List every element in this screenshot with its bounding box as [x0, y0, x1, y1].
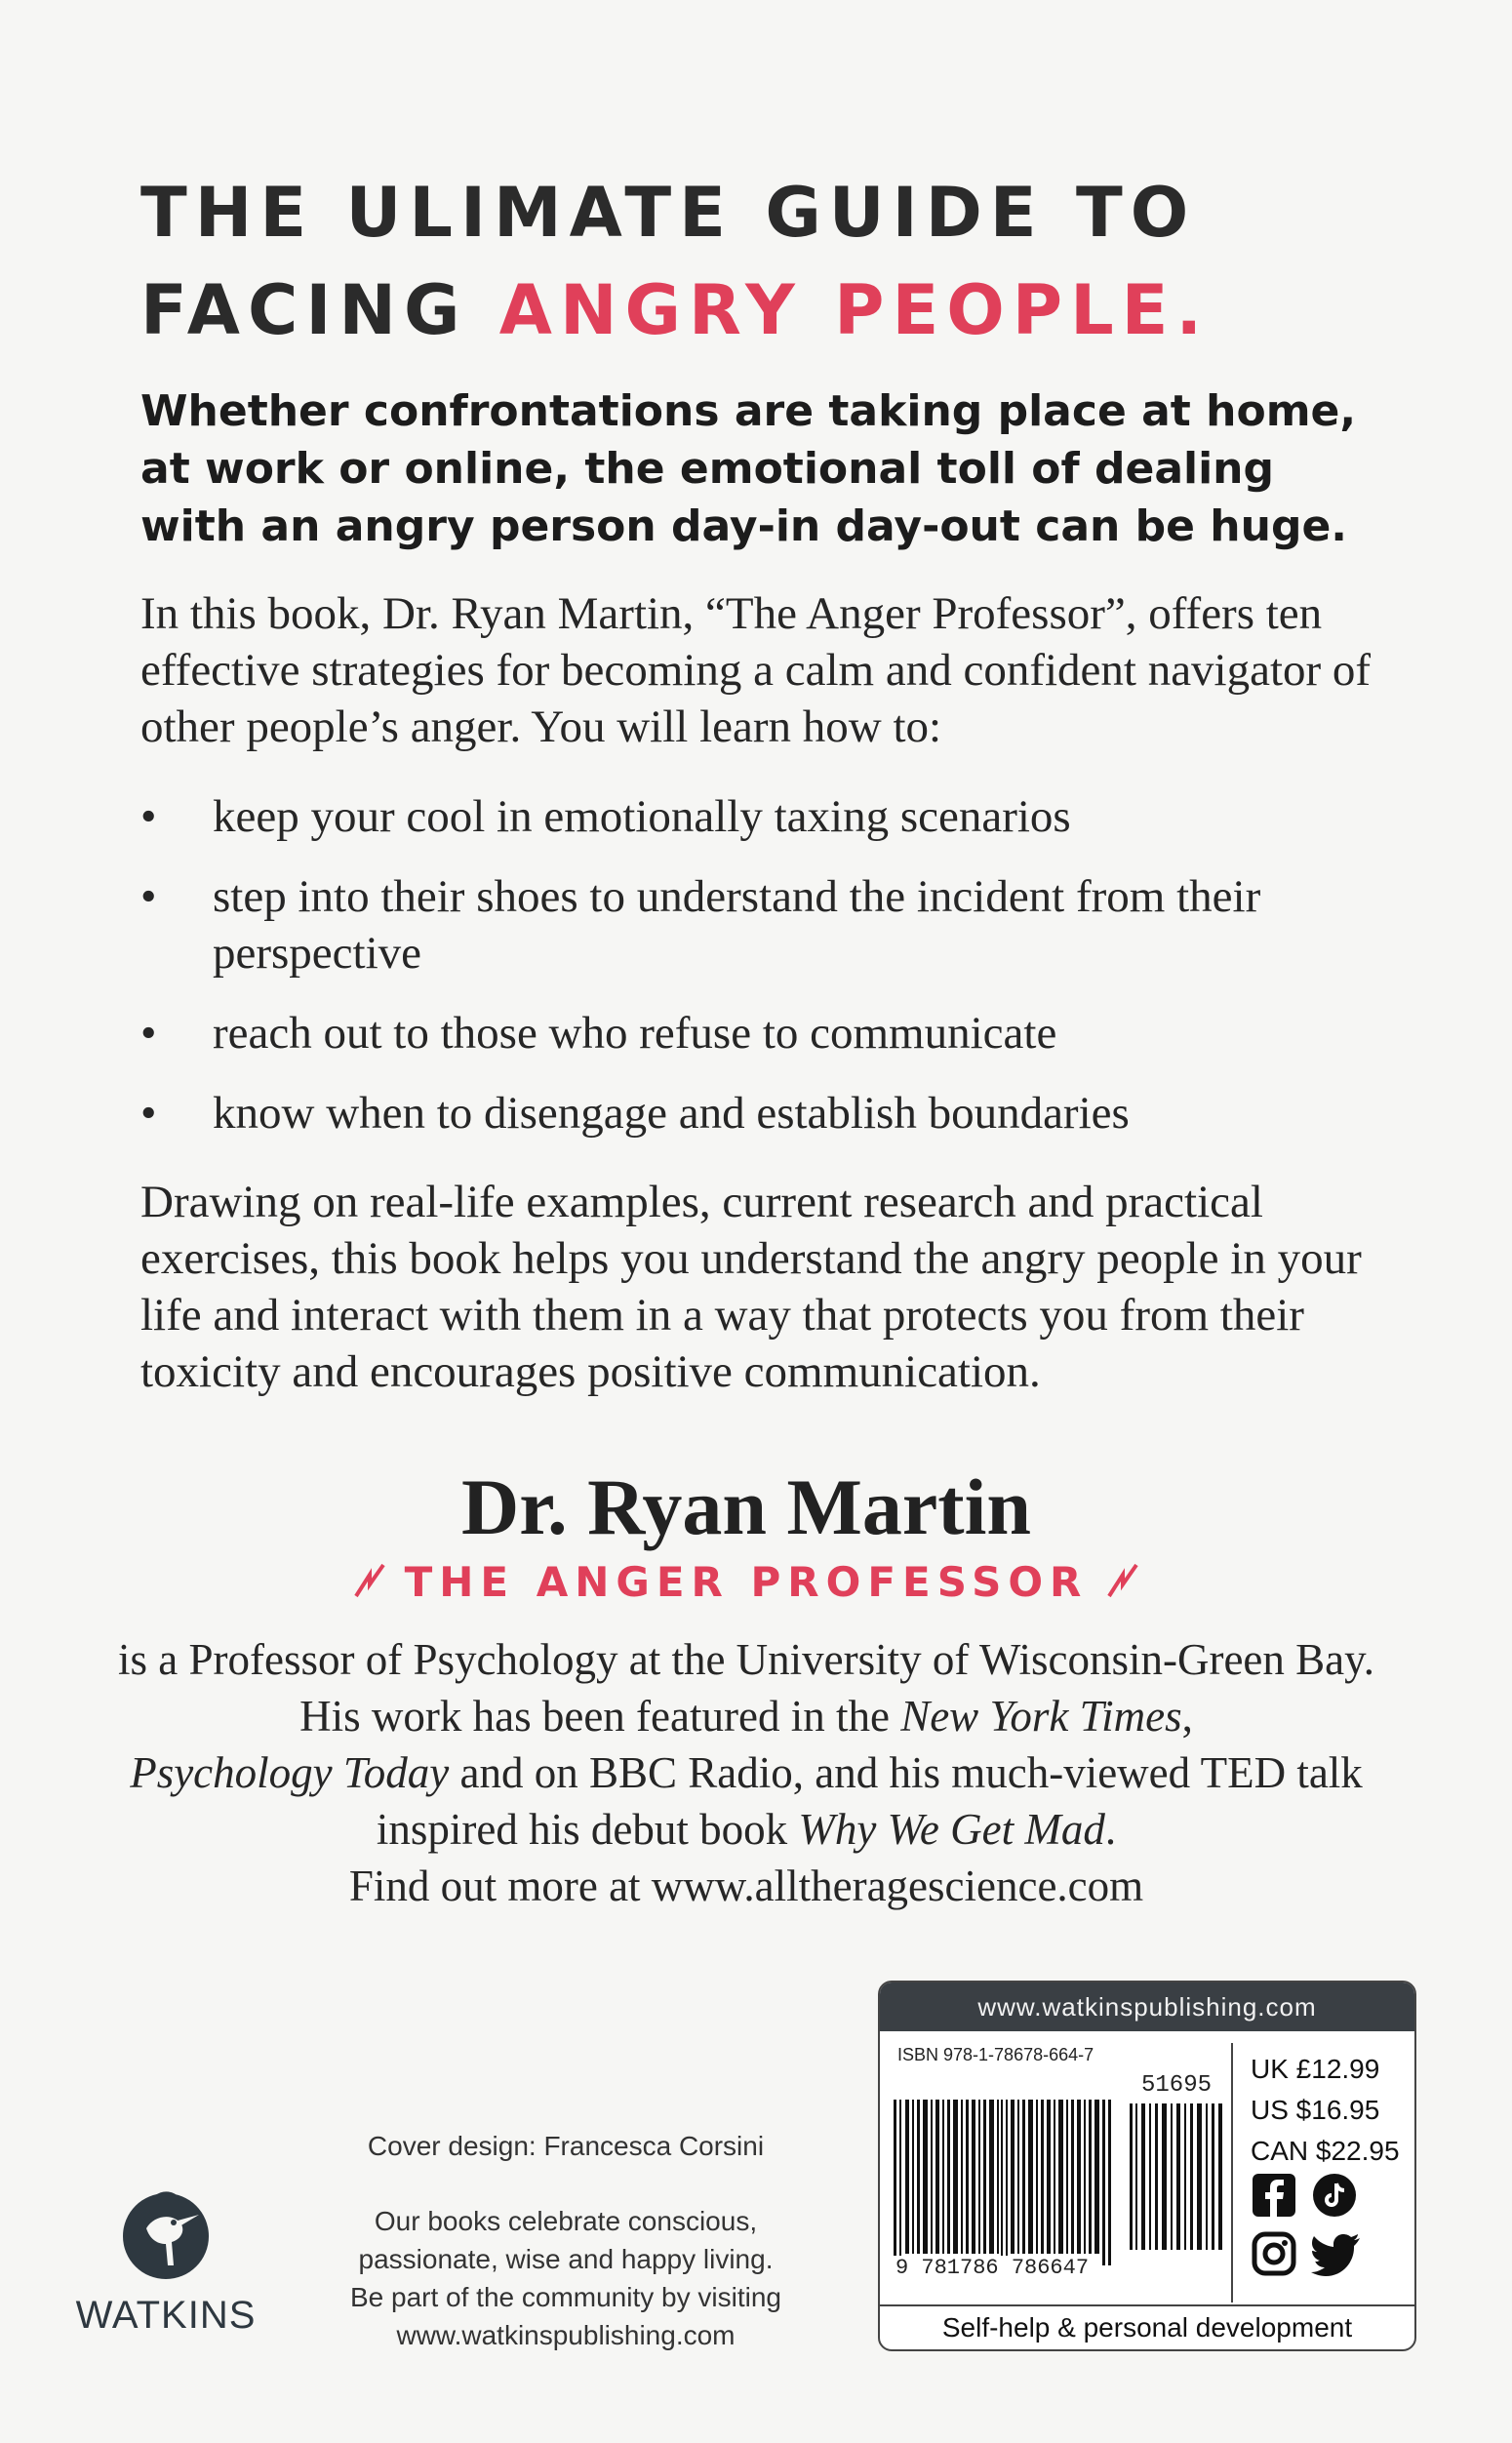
intro-paragraph: In this book, Dr. Ryan Martin, “The Anger Professor”, offers ten effective strategies for becoming a calm and confident navigator of other people’s anger. You will learn how to: [140, 588, 1372, 752]
instagram-icon [1251, 2230, 1297, 2277]
lightning-bolt-icon [1103, 1561, 1142, 1600]
barcode-panel [878, 1981, 1416, 2351]
closing-paragraph: Drawing on real-life examples, current research and practical exercises, this book helps you understand the angry people in your life and interact with them in a way that protects you from their toxicity and encourages positive communication. [140, 1177, 1362, 1397]
list-item: • reach out to those who refuse to communicate [140, 1005, 1399, 1061]
twitter-icon [1311, 2230, 1362, 2277]
lightning-bolt-icon [350, 1561, 389, 1600]
price-us: US $16.95 [1251, 2095, 1380, 2125]
barcode-website: www.watkinspublishing.com [880, 1982, 1414, 2031]
bio-text: . [1104, 1805, 1117, 1854]
headline-line-2 [140, 261, 1210, 359]
headline-accent: ANGRY PEOPLE. [498, 270, 1211, 350]
headline-line-1: THE ULIMATE GUIDE TO [140, 173, 1197, 253]
cover-design-credit: Cover design: Francesca Corsini [367, 2131, 765, 2161]
headline [140, 164, 1210, 359]
bio-text: is a Professor of Psychology at the University of Wisconsin-Green Bay. His work has been featured in the [118, 1635, 1374, 1741]
author-tagline [0, 1553, 1492, 1612]
divider [1231, 2043, 1233, 2303]
publisher-name: WATKINS [75, 2294, 257, 2337]
credits-line: Our books celebrate conscious, [374, 2206, 758, 2236]
bio-text: and on BBC Radio, and his much-viewed TED talk inspired his debut book [376, 1748, 1363, 1854]
credits-line: Be part of the community by visiting [350, 2282, 781, 2312]
author-bio [117, 1631, 1375, 1914]
lead-paragraph: Whether confrontations are taking place at home, at work or online, the emotional toll of dealing with an angry person day-in day-out can be huge. [140, 386, 1357, 551]
barcode-digits: 9 781786 786647 [895, 2256, 1090, 2280]
tagline-text: THE ANGER PROFESSOR [404, 1558, 1089, 1606]
price-code: 51695 [1141, 2072, 1213, 2099]
tiktok-icon [1311, 2172, 1358, 2219]
credits-website: www.watkinspublishing.com [396, 2320, 736, 2350]
list-item: • keep your cool in emotionally taxing scenarios [140, 788, 1399, 845]
price-can: CAN $22.95 [1251, 2136, 1400, 2166]
watkins-heron-icon [117, 2185, 215, 2283]
publisher-logo [68, 2185, 263, 2338]
bio-publication: New York Times [900, 1692, 1182, 1741]
strategy-list [140, 788, 1399, 1165]
facebook-icon [1251, 2172, 1297, 2219]
headline-prefix: FACING [140, 270, 499, 350]
list-item: • step into their shoes to understand the incident from their perspective [140, 868, 1399, 981]
bio-website: Find out more at www.alltheragescience.com [348, 1862, 1144, 1910]
bio-text: , [1181, 1692, 1193, 1741]
bio-book-title: Why We Get Mad [798, 1805, 1105, 1854]
social-icons [1251, 2172, 1397, 2289]
price-list [1251, 2049, 1400, 2172]
isbn-label: ISBN 978-1-78678-664-7 [897, 2045, 1094, 2064]
barcode [894, 2100, 1114, 2265]
author-name: Dr. Ryan Martin [460, 1462, 1031, 1551]
price-barcode [1130, 2103, 1223, 2250]
credits [312, 2127, 819, 2354]
credits-line: passionate, wise and happy living. [358, 2244, 774, 2274]
list-item: • know when to disengage and establish boundaries [140, 1085, 1399, 1141]
price-uk: UK £12.99 [1251, 2054, 1380, 2084]
category-label: Self-help & personal development [880, 2304, 1414, 2351]
bio-publication: Psychology Today [130, 1748, 450, 1797]
